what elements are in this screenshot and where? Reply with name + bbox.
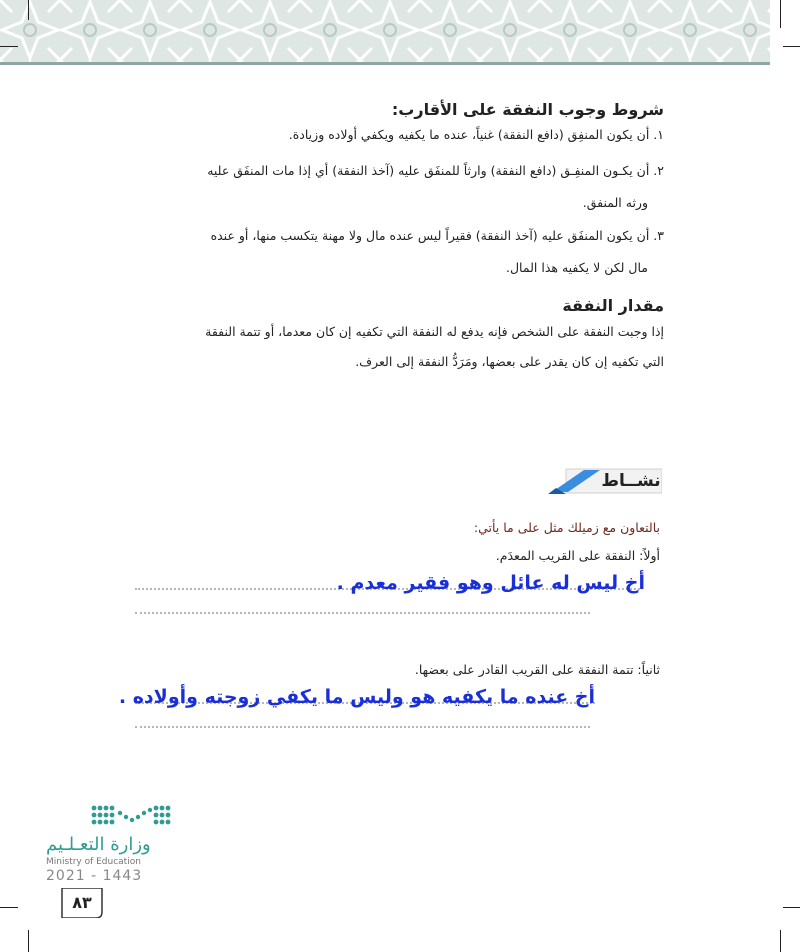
islamic-pattern-icon xyxy=(0,0,770,62)
trim-mark xyxy=(780,0,781,28)
activity-instruction: بالتعاون مع زميلك مثل على ما يأتي: xyxy=(473,520,660,535)
condition-item: ورثه المنفق. xyxy=(582,195,648,210)
paragraph-line: إذا وجبت النفقة على الشخص فإنه يدفع له النفقة التي تكفيه إن كان معدما، أو تتمة النفقة xyxy=(205,324,664,339)
edition-year: 2021 - 1443 xyxy=(46,868,143,884)
trim-mark xyxy=(28,930,29,952)
condition-item: ١. أن يكون المنفِق (دافع النفقة) غنياً، عنده ما يكفيه ويكفي أولاده وزيادة. xyxy=(288,127,664,142)
ministry-logo-icon xyxy=(90,804,176,830)
trim-mark xyxy=(783,907,800,908)
trim-mark xyxy=(783,46,800,47)
trim-mark xyxy=(0,907,18,908)
paragraph-line: التي تكفيه إن كان يقدر على بعضها، ومَرَدُّ النفقة إلى العرف. xyxy=(355,354,664,369)
trim-mark xyxy=(28,0,29,20)
ministry-name-english: Ministry of Education xyxy=(46,857,141,867)
trim-mark xyxy=(0,46,18,47)
second-answer-text: أخ عنده ما يكفيه هو وليس ما يكفي زوجته وأولاده . xyxy=(118,686,595,708)
first-answer-text: أخ ليس له عائل وهو فقير معدم . xyxy=(336,572,645,594)
activity-label: نشــاط xyxy=(601,471,661,491)
section-heading-conditions: شروط وجوب النفقة على الأقارب: xyxy=(391,100,664,119)
header-banner xyxy=(0,0,770,65)
ministry-name-arabic: وزارة التعـلـيم xyxy=(46,834,151,855)
condition-item: ٢. أن يكـون المنفِـق (دافع النفقة) وارثاً للمنفَق عليه (آخذ النفقة) أي إذا مات المنفَق عليه xyxy=(207,163,664,178)
answer-dotted-line xyxy=(135,726,590,728)
condition-item: ٣. أن يكون المنفَق عليه (آخذ النفقة) فقيراً ليس عنده مال ولا مهنة يتكسب منها، أو عنده xyxy=(210,228,664,243)
section-heading-amount: مقدار النفقة xyxy=(562,296,664,315)
trim-mark xyxy=(780,930,781,952)
answer-dotted-line xyxy=(135,612,590,614)
second-prompt: ثانياً: تتمة النفقة على القريب القادر على بعضها. xyxy=(414,662,660,677)
page-number: ٨٣ xyxy=(72,893,92,912)
first-prompt: أولاً: النفقة على القريب المعدَم. xyxy=(495,548,660,563)
condition-item: مال لكن لا يكفيه هذا المال. xyxy=(506,260,648,275)
